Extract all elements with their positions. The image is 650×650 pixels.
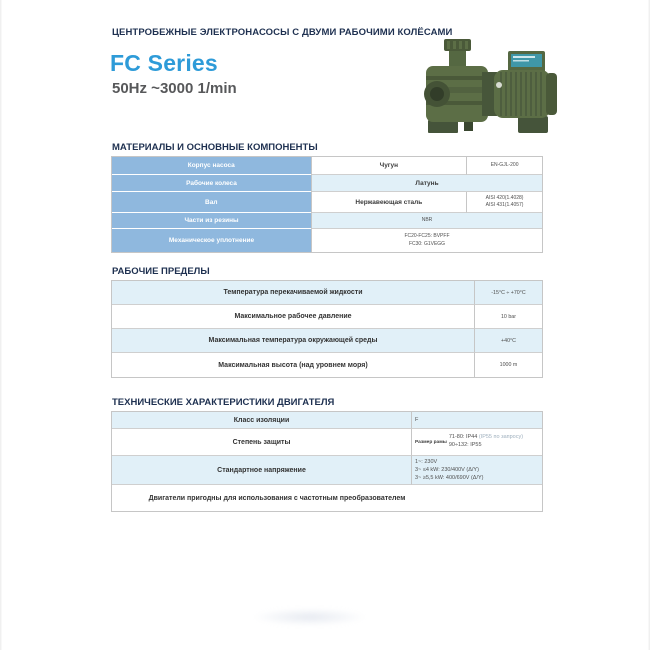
- row-value: Нержавеющая сталь: [311, 192, 467, 213]
- series-frequency: 50Hz ~3000 1/min: [112, 80, 237, 97]
- table-row: [112, 412, 542, 429]
- ip-line-2: 90÷132: IP55: [448, 442, 482, 448]
- table-row: [112, 229, 542, 252]
- materials-table: [111, 156, 543, 253]
- row-note: AISI 420(1.4028) AISI 431(1.4057): [466, 192, 542, 213]
- row-label: Механическое уплотнение: [112, 229, 311, 252]
- table-row: [112, 175, 542, 192]
- row-value: 10 bar: [474, 305, 542, 329]
- watermark-smudge: [252, 608, 367, 626]
- table-row: [112, 485, 542, 511]
- table-row: [112, 213, 542, 229]
- section-title-limits: РАБОЧИЕ ПРЕДЕЛЫ: [112, 266, 210, 277]
- table-row: [112, 329, 542, 353]
- voltage-line-1: 1~: 230V: [415, 458, 438, 465]
- row-label: Температура перекачиваемой жидкости: [112, 281, 474, 305]
- row-label: Части из резины: [112, 213, 311, 229]
- ip-line-1: 71-80: IP44 (IP55 по запросу): [448, 434, 524, 441]
- row-value: +40°C: [474, 329, 542, 353]
- table-row: [112, 305, 542, 329]
- row-label: Класс изоляции: [112, 412, 411, 429]
- motor-table: [111, 411, 543, 512]
- section-title-motor: ТЕХНИЧЕСКИЕ ХАРАКТЕРИСТИКИ ДВИГАТЕЛЯ: [112, 397, 335, 408]
- page-title: ЦЕНТРОБЕЖНЫЕ ЭЛЕКТРОНАСОСЫ С ДВУМИ РАБОЧИМИ КОЛЁСАМИ: [112, 27, 453, 38]
- row-label: Максимальная высота (над уровнем моря): [218, 361, 368, 369]
- voltage-line-3: 3~ ≥5,5 kW: 400/690V (Δ/Y): [415, 475, 484, 482]
- row-note: EN-GJL-200: [466, 157, 542, 175]
- table-row: [112, 281, 542, 305]
- table-row: [112, 353, 542, 377]
- table-row: [112, 429, 542, 456]
- table-row: [112, 456, 542, 485]
- row-value: F: [411, 412, 542, 429]
- row-label: Максимальное рабочее давление: [112, 305, 474, 329]
- row-value: FC20-FC25: BVPFF FC30: G1VEGG: [311, 229, 542, 252]
- row-label: Рабочие колеса: [112, 175, 311, 192]
- row-value: NBR: [311, 213, 542, 229]
- row-value: Чугун: [311, 157, 467, 175]
- section-title-materials: МАТЕРИАЛЫ И ОСНОВНЫЕ КОМПОНЕНТЫ: [112, 142, 318, 153]
- pump-foot: [518, 116, 548, 133]
- row-label: Максимальная температура окружающей среды: [112, 329, 474, 353]
- row-value: Латунь: [311, 175, 542, 192]
- table-row: [112, 192, 542, 213]
- limits-table: [111, 280, 543, 378]
- row-value: [411, 456, 542, 485]
- pump-product-image: [420, 26, 568, 143]
- row-label: Стандартное напряжение: [112, 456, 411, 485]
- inverter-compatibility-note: Двигатели пригодны для использования с частотным преобразователем: [148, 494, 406, 502]
- row-value: -15°C ÷ +70°C: [474, 281, 542, 305]
- series-title: FC Series: [110, 50, 218, 76]
- row-value: [411, 429, 542, 456]
- table-row: [112, 157, 542, 175]
- frame-size-label: Размер рамы: [415, 439, 447, 445]
- row-label: Вал: [112, 192, 311, 213]
- row-label: Степень защиты: [112, 429, 411, 456]
- row-value: 1000 m: [474, 353, 542, 377]
- scan-edge-left: [0, 0, 2, 650]
- row-label: Корпус насоса: [112, 157, 311, 175]
- voltage-line-2: 3~ ≤4 kW: 230/400V (Δ/Y): [415, 466, 479, 473]
